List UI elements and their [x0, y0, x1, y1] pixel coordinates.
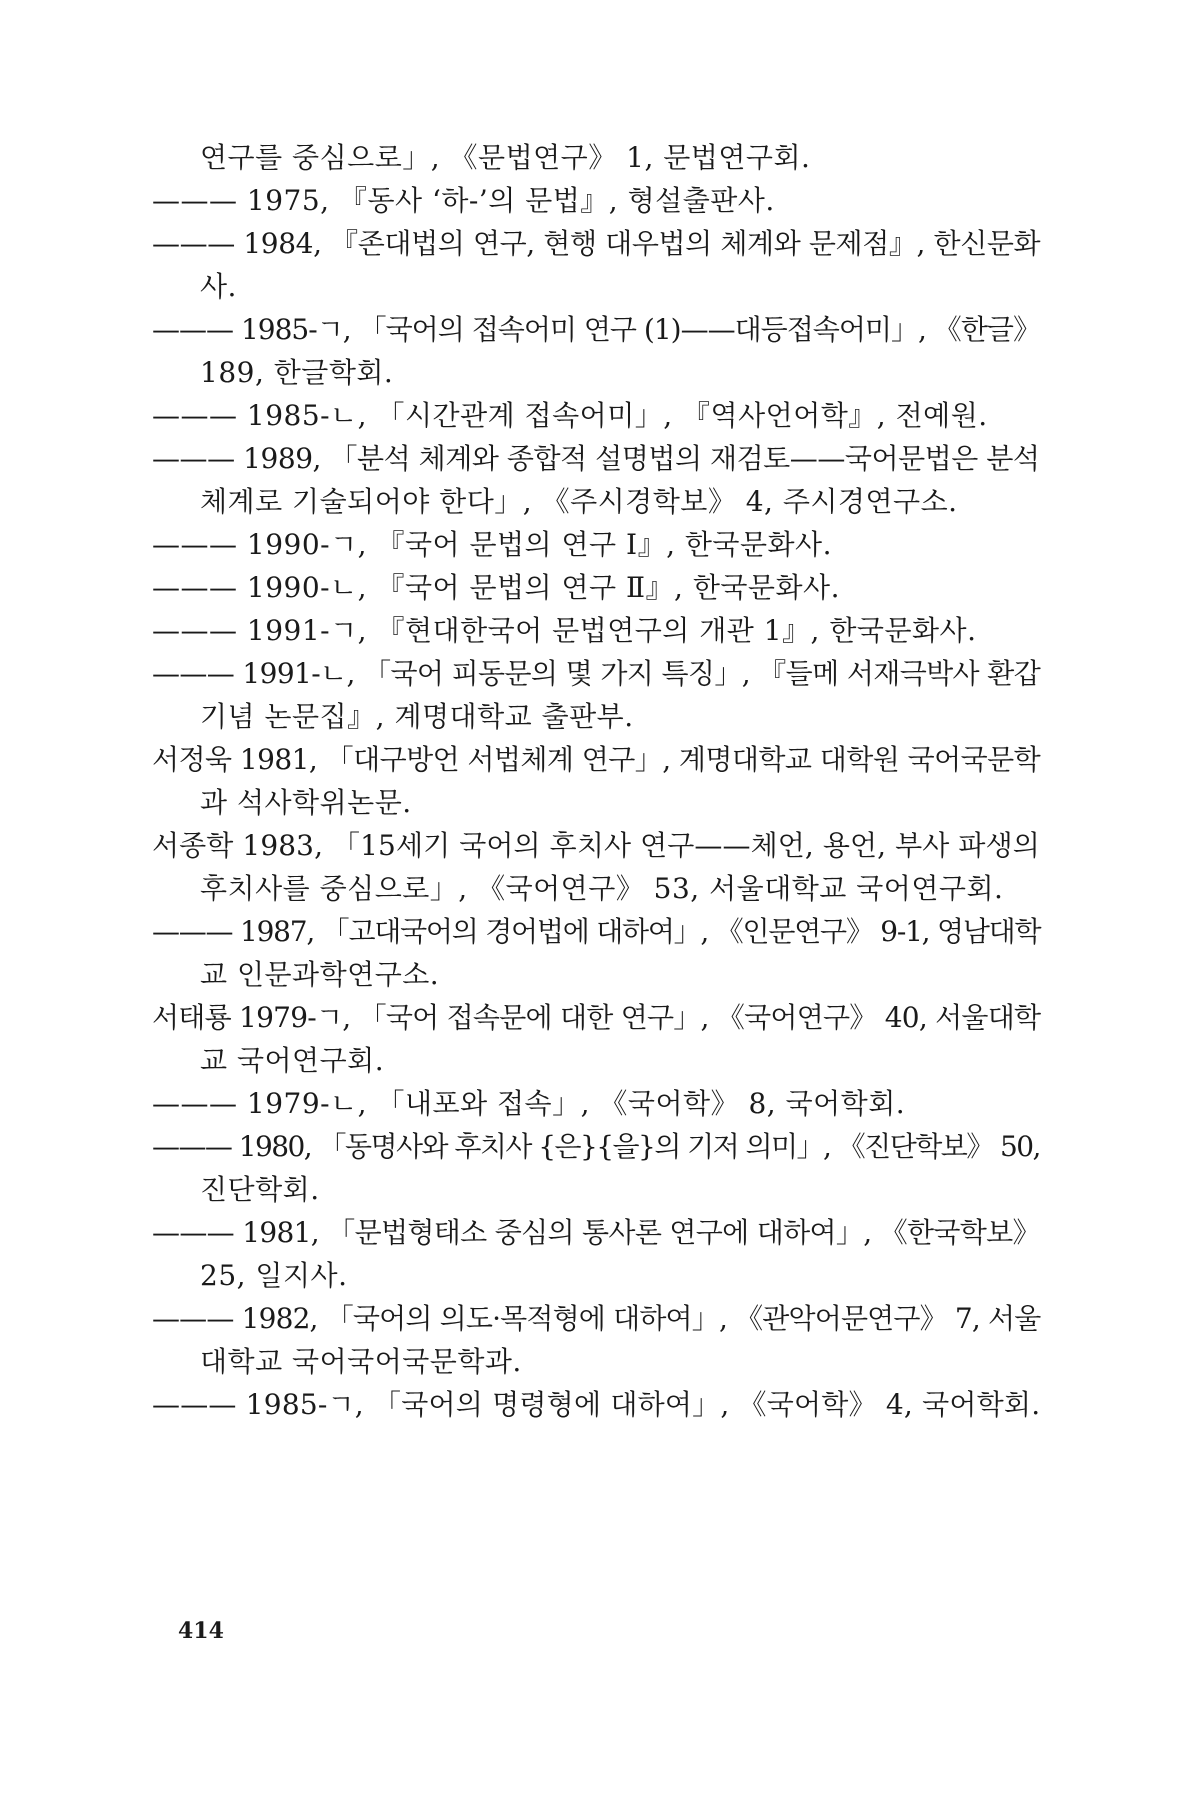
reference-line: 25, 일지사. — [200, 1259, 348, 1292]
reference-line: 사. — [200, 270, 237, 303]
reference-line: 과 석사학위논문. — [200, 786, 412, 819]
reference-line: ——— 1985-ㄱ, 「국어의 접속어미 연구 (1)——대등접속어미」, 《한글》 — [152, 313, 1040, 346]
reference-line: 체계로 기술되어야 한다」, 《주시경학보》 4, 주시경연구소. — [200, 485, 958, 518]
reference-line: 대학교 국어국어국문학과. — [200, 1345, 522, 1378]
reference-line: 기념 논문집』, 계명대학교 출판부. — [200, 700, 634, 733]
reference-line: ——— 1985-ㄴ, 「시간관계 접속어미」, 『역사언어학』, 전예원. — [152, 399, 988, 432]
reference-line: 교 인문과학연구소. — [200, 958, 440, 991]
reference-line: ——— 1982, 「국어의 의도·목적형에 대하여」, 《관악어문연구》 7, 서울 — [152, 1302, 1041, 1335]
reference-line: ——— 1991-ㄱ, 『현대한국어 문법연구의 개관 1』, 한국문화사. — [152, 614, 977, 647]
reference-line: 서정욱 1981, 「대구방언 서법체계 연구」, 계명대학교 대학원 국어국문학 — [152, 743, 1041, 776]
reference-line: 연구를 중심으로」, 《문법연구》 1, 문법연구회. — [200, 141, 811, 174]
reference-line: ——— 1990-ㄱ, 『국어 문법의 연구 Ⅰ』, 한국문화사. — [152, 528, 833, 561]
reference-line: ——— 1989, 「분석 체계와 종합적 설명법의 재검토——국어문법은 분석 — [152, 442, 1040, 475]
reference-line: ——— 1975, 『동사 ‘하-’의 문법』, 형설출판사. — [152, 184, 775, 217]
reference-line: ——— 1980, 「동명사와 후치사 {은}{을}의 기저 의미」, 《진단학보》 50, — [152, 1130, 1040, 1163]
reference-line: ——— 1987, 「고대국어의 경어법에 대하여」, 《인문연구》 9-1, 영남대학 — [152, 915, 1041, 948]
reference-line: 교 국어연구회. — [200, 1044, 385, 1077]
reference-line: 서태룡 1979-ㄱ, 「국어 접속문에 대한 연구」, 《국어연구》 40, 서울대학 — [152, 1001, 1041, 1034]
reference-line: ——— 1984, 『존대법의 연구, 현행 대우법의 체계와 문제점』, 한신문화 — [152, 227, 1041, 260]
reference-line: 189, 한글학회. — [200, 356, 394, 389]
reference-line: ——— 1985-ㄱ, 「국어의 명령형에 대하여」, 《국어학》 4, 국어학회. — [152, 1388, 1041, 1421]
reference-line: ——— 1991-ㄴ, 「국어 피동문의 몇 가지 특징」, 『들메 서재극박사 환갑 — [152, 657, 1041, 690]
reference-line: ——— 1990-ㄴ, 『국어 문법의 연구 Ⅱ』, 한국문화사. — [152, 571, 840, 604]
reference-line: ——— 1981, 「문법형태소 중심의 통사론 연구에 대하여」, 《한국학보》 — [152, 1216, 1040, 1249]
reference-line: 후치사를 중심으로」, 《국어연구》 53, 서울대학교 국어연구회. — [200, 872, 1004, 905]
reference-line: 서종학 1983, 「15세기 국어의 후치사 연구——체언, 용언, 부사 파생의 — [152, 829, 1040, 862]
page-number: 414 — [178, 1618, 224, 1644]
reference-line: ——— 1979-ㄴ, 「내포와 접속」, 《국어학》 8, 국어학회. — [152, 1087, 906, 1120]
reference-line: 진단학회. — [200, 1173, 320, 1206]
